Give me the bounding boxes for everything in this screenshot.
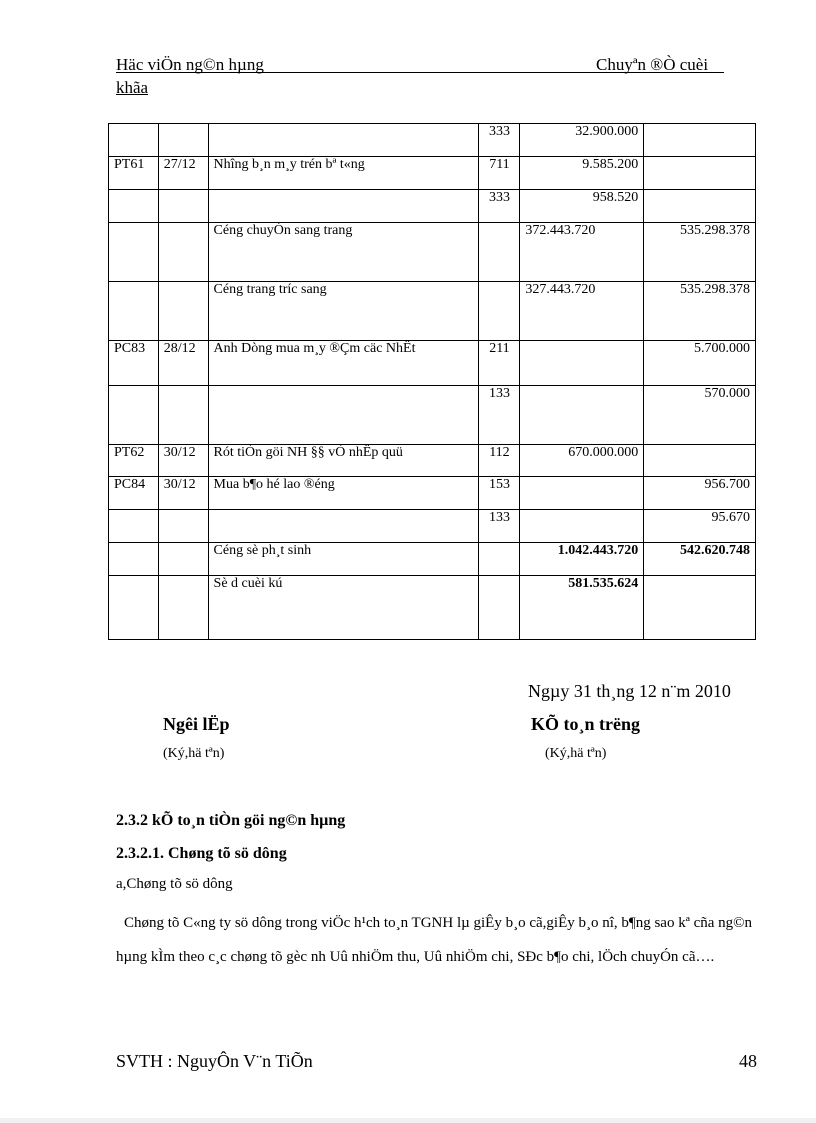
debit-cell: 958.520	[520, 190, 644, 223]
account-cell: 153	[479, 477, 520, 510]
credit-cell: 535.298.378	[644, 282, 756, 341]
doc-cell: PC83	[109, 341, 159, 386]
debit-cell	[520, 510, 644, 543]
header-continuation: khãa	[116, 78, 149, 97]
date-cell	[158, 543, 208, 576]
credit-cell: 542.620.748	[644, 543, 756, 576]
page-number: 48	[739, 1051, 757, 1071]
table-row	[109, 282, 756, 341]
doc-cell: PT62	[109, 445, 159, 477]
desc-cell	[208, 510, 479, 543]
account-cell	[479, 543, 520, 576]
date-cell	[158, 223, 208, 282]
account-cell	[479, 576, 520, 640]
chief-accountant-title: KÕ to¸n trëng	[531, 714, 640, 734]
credit-cell: 570.000	[644, 386, 756, 445]
subheading: a,Chøng tõ sö dông	[116, 876, 233, 892]
desc-cell: Céng sè ph¸t sinh	[208, 543, 479, 576]
desc-cell: Céng chuyÓn sang trang	[208, 223, 479, 282]
debit-cell: 670.000.000	[520, 445, 644, 477]
table-row	[109, 445, 756, 477]
table-row	[109, 510, 756, 543]
doc-cell	[109, 386, 159, 445]
ledger-table	[108, 123, 756, 640]
debit-cell: 327.443.720	[520, 282, 644, 341]
desc-cell	[208, 124, 479, 157]
account-cell: 333	[479, 124, 520, 157]
account-cell	[479, 223, 520, 282]
debit-cell	[520, 341, 644, 386]
account-cell: 112	[479, 445, 520, 477]
chief-accountant-sign-note: (Ký,hä tªn)	[545, 746, 607, 761]
account-cell: 211	[479, 341, 520, 386]
credit-cell	[644, 190, 756, 223]
doc-cell	[109, 124, 159, 157]
doc-cell	[109, 223, 159, 282]
desc-cell: Anh Dòng mua m¸y ®Çm cäc NhËt	[208, 341, 479, 386]
desc-cell: Mua b¶o hé lao ®éng	[208, 477, 479, 510]
header-document-type: Chuyªn ®Ò cuèi	[596, 55, 709, 74]
body-paragraph: Chøng tõ C«ng ty sö dông trong viÖc h¹ch to¸n TGNH lµ giÊy b¸o cã,giÊy b¸o nî, b¶ng sao kª cña ng©n hµng kÌm theo c¸c chøng tõ gèc nh Uû nhiÖm thu, Uû nhiÖm chi, SÐc b¶o chi, lÖch chuyÓn cã….	[116, 915, 753, 965]
desc-cell: Nhîng b¸n m¸y trén bª t«ng	[208, 157, 479, 190]
footer-author: SVTH : NguyÔn V¨n TiÕn	[116, 1051, 313, 1071]
table-row	[109, 477, 756, 510]
date-cell: 30/12	[158, 477, 208, 510]
desc-cell: Céng trang tríc sang	[208, 282, 479, 341]
credit-cell: 5.700.000	[644, 341, 756, 386]
doc-cell: PT61	[109, 157, 159, 190]
credit-cell	[644, 445, 756, 477]
header-institution: Häc viÖn ng©n hµng	[116, 55, 264, 74]
table-row	[109, 157, 756, 190]
credit-cell: 95.670	[644, 510, 756, 543]
table-row	[109, 341, 756, 386]
table-row	[109, 124, 756, 157]
date-cell: 30/12	[158, 445, 208, 477]
table-row	[109, 543, 756, 576]
page-bottom-edge	[0, 1118, 816, 1123]
desc-cell	[208, 190, 479, 223]
doc-cell	[109, 190, 159, 223]
date-cell	[158, 124, 208, 157]
date-cell	[158, 510, 208, 543]
desc-cell: Sè d cuèi kú	[208, 576, 479, 640]
account-cell: 711	[479, 157, 520, 190]
debit-cell: 581.535.624	[520, 576, 644, 640]
account-cell	[479, 282, 520, 341]
subsection-title: 2.3.2.1. Chøng tõ sö dông	[116, 845, 287, 862]
doc-cell	[109, 576, 159, 640]
date-cell: 28/12	[158, 341, 208, 386]
debit-cell: 372.443.720	[520, 223, 644, 282]
doc-cell: PC84	[109, 477, 159, 510]
signature-date: Ngµy 31 th¸ng 12 n¨m 2010	[528, 681, 731, 701]
table-row	[109, 386, 756, 445]
credit-cell	[644, 157, 756, 190]
credit-cell	[644, 576, 756, 640]
date-cell	[158, 576, 208, 640]
desc-cell	[208, 386, 479, 445]
account-cell: 133	[479, 510, 520, 543]
doc-cell	[109, 543, 159, 576]
debit-cell: 32.900.000	[520, 124, 644, 157]
date-cell: 27/12	[158, 157, 208, 190]
debit-cell	[520, 386, 644, 445]
preparer-sign-note: (Ký,hä tªn)	[163, 746, 225, 761]
account-cell: 133	[479, 386, 520, 445]
credit-cell: 535.298.378	[644, 223, 756, 282]
date-cell	[158, 282, 208, 341]
debit-cell	[520, 477, 644, 510]
debit-cell: 9.585.200	[520, 157, 644, 190]
date-cell	[158, 386, 208, 445]
header-rule	[116, 72, 724, 73]
debit-cell: 1.042.443.720	[520, 543, 644, 576]
doc-cell	[109, 510, 159, 543]
table-row	[109, 223, 756, 282]
table-row	[109, 576, 756, 640]
account-cell: 333	[479, 190, 520, 223]
credit-cell	[644, 124, 756, 157]
desc-cell: Rót tiÒn göi NH §§ vÒ nhËp quü	[208, 445, 479, 477]
preparer-title: Ngêi lËp	[163, 714, 230, 734]
table-row	[109, 190, 756, 223]
doc-cell	[109, 282, 159, 341]
credit-cell: 956.700	[644, 477, 756, 510]
section-title: 2.3.2 kÕ to¸n tiÒn göi ng©n hµng	[116, 812, 346, 829]
date-cell	[158, 190, 208, 223]
